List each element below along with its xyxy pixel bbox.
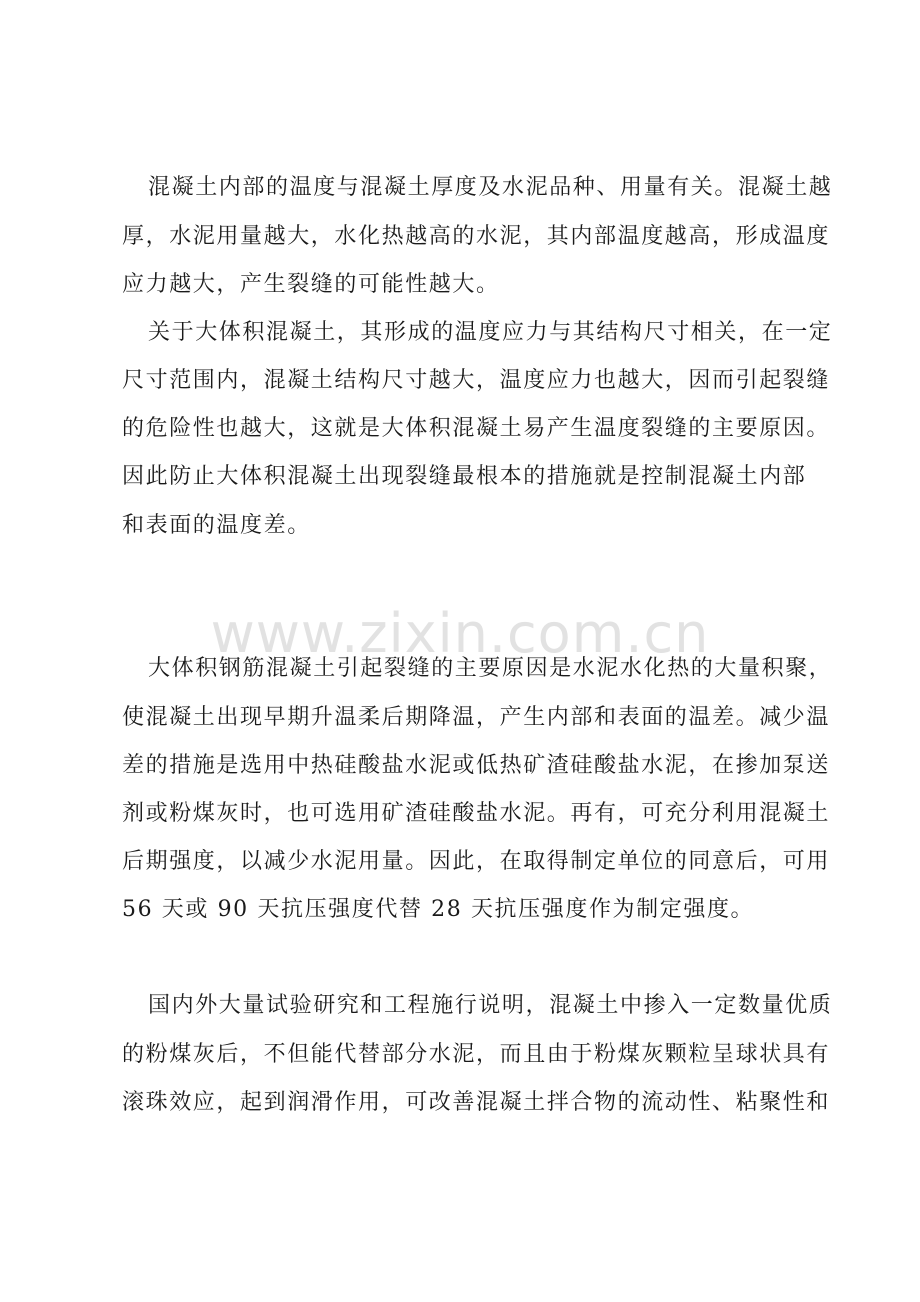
paragraph-4-line-1: 国内外大量试验研究和工程施行说明，混凝土中掺入一定数量优质 <box>148 993 833 1018</box>
paragraph-1-line-2: 厚，水泥用量越大，水化热越高的水泥，其内部温度越高，形成温度 <box>122 224 831 249</box>
watermark: www.zixin.com.cn <box>210 602 710 665</box>
paragraph-4-line-3: 滚珠效应，起到润滑作用，可改善混凝土拌合物的流动性、粘聚性和 <box>122 1090 831 1115</box>
paragraph-2-line-4: 因此防止大体积混凝土出现裂缝最根本的措施就是控制混凝土内部 <box>122 464 807 489</box>
paragraph-2-line-1: 关于大体积混凝土，其形成的温度应力与其结构尺寸相关，在一定 <box>148 320 833 345</box>
paragraph-3-line-6: 56 天或 90 天抗压强度代替 28 天抗压强度作为制定强度。 <box>122 897 755 922</box>
paragraph-2-line-5: 和表面的温度差。 <box>122 513 311 538</box>
paragraph-2-line-3: 的危险性也越大，这就是大体积混凝土易产生温度裂缝的主要原因。 <box>122 416 831 441</box>
paragraph-3-line-4: 剂或粉煤灰时，也可选用矿渣硅酸盐水泥。再有，可充分利用混凝土 <box>122 801 831 826</box>
paragraph-1-line-1: 混凝土内部的温度与混凝土厚度及水泥品种、用量有关。混凝土越 <box>148 175 833 200</box>
paragraph-3-line-3: 差的措施是选用中热硅酸盐水泥或低热矿渣硅酸盐水泥，在掺加泵送 <box>122 753 831 778</box>
paragraph-3-line-2: 使混凝土出现早期升温柔后期降温，产生内部和表面的温差。减少温 <box>122 705 831 730</box>
paragraph-3-line-1: 大体积钢筋混凝土引起裂缝的主要原因是水泥水化热的大量积聚， <box>148 656 833 681</box>
paragraph-4-line-2: 的粉煤灰后，不但能代替部分水泥，而且由于粉煤灰颗粒呈球状具有 <box>122 1042 831 1067</box>
paragraph-1-line-3: 应力越大，产生裂缝的可能性越大。 <box>122 272 500 297</box>
paragraph-3-line-5: 后期强度，以减少水泥用量。因此，在取得制定单位的同意后，可用 <box>122 849 831 874</box>
paragraph-2-line-2: 尺寸范围内，混凝土结构尺寸越大，温度应力也越大，因而引起裂缝 <box>122 368 831 393</box>
